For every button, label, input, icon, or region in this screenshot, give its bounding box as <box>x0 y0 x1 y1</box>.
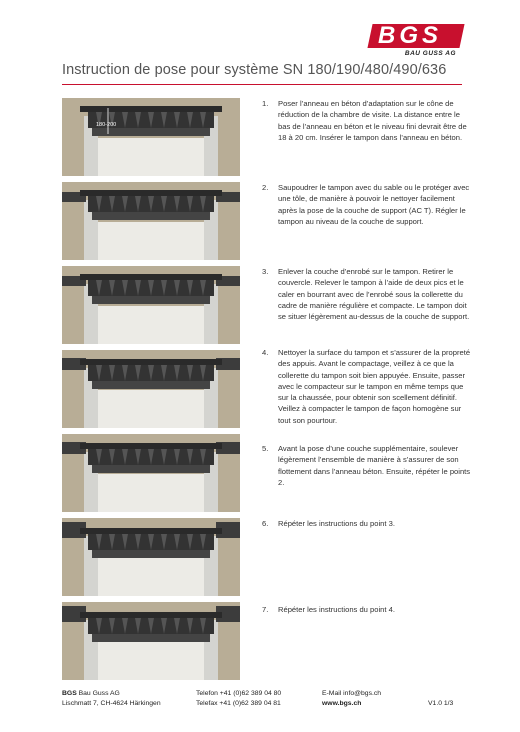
footer-version: V1.0 1/3 <box>428 700 454 707</box>
footer-company-abbr: BGS <box>62 690 77 697</box>
bgs-logo <box>362 24 462 58</box>
dimension-label: 180-200 <box>96 122 117 128</box>
frame-skirt <box>92 296 210 304</box>
page-title: Instruction de pose pour système SN 180/190/480/490/636 <box>62 62 447 78</box>
chamber-interior <box>98 390 204 428</box>
footer-contact <box>322 689 381 709</box>
footer-phone: Telefon +41 (0)62 389 04 80 <box>196 690 282 697</box>
step-text: Enlever la couche d’enrobé sur le tampon. Retirer le couvercle. Relever le tampon à l’aide de deux pics et le caler en bourrant avec de l’enrobé sous la collerette du cadre de manière régulière et compacte. Le tampon doit se situer légèrement au-dessus de la couche de support. <box>278 267 470 322</box>
chamber-interior <box>98 138 204 176</box>
footer-web-link[interactable]: www.bgs.ch <box>322 700 362 707</box>
title-rule <box>62 84 462 85</box>
step-number: 4. <box>262 348 269 357</box>
step-number: 6. <box>262 519 269 528</box>
frame-skirt <box>92 465 210 473</box>
frame-skirt <box>92 550 210 558</box>
footer-fax: Telefax +41 (0)62 389 04 81 <box>196 700 281 707</box>
footer-address: Lischmatt 7, CH-4624 Härkingen <box>62 700 161 707</box>
step-7 <box>262 604 472 615</box>
frame-skirt <box>92 212 210 220</box>
step-4 <box>262 347 472 426</box>
frame-top <box>80 190 222 196</box>
footer-company <box>62 689 161 709</box>
frame-skirt <box>92 128 210 136</box>
figure-step-3 <box>62 266 240 344</box>
step-text: Poser l’anneau en béton d’adaptation sur le cône de réduction de la chambre de visite. La distance entre le bas de l’anneau en béton et le niveau fini devrait être de 18 à 20 cm. Insérer le tampon dans l’anneau en béton. <box>278 99 467 142</box>
figure-step-1 <box>62 98 240 176</box>
step-number: 5. <box>262 444 269 453</box>
frame-top <box>80 274 222 280</box>
figure-step-2 <box>62 182 240 260</box>
frame-top <box>80 106 222 112</box>
footer-phones <box>196 689 281 709</box>
frame-top <box>80 443 222 449</box>
frame-top <box>80 612 222 618</box>
step-number: 3. <box>262 267 269 276</box>
chamber-interior <box>98 474 204 512</box>
chamber-interior <box>98 642 204 680</box>
figure-step-6 <box>62 518 240 596</box>
frame-top <box>80 528 222 534</box>
logo-text: BGS <box>377 22 442 49</box>
step-3 <box>262 266 472 322</box>
step-number: 7. <box>262 605 269 614</box>
step-text: Avant la pose d’une couche supplémentaire, soulever légèrement l’ensemble de manière à s’assurer de son flottement dans l’anneau béton. Ensuite, répéter le points 2. <box>278 444 471 487</box>
figure-step-4 <box>62 350 240 428</box>
step-2 <box>262 182 472 227</box>
chamber-interior <box>98 306 204 344</box>
frame-top <box>80 359 222 365</box>
step-text: Répéter les instructions du point 3. <box>278 519 395 528</box>
step-text: Saupoudrer le tampon avec du sable ou le protéger avec une tôle, de manière à pouvoir le nettoyer facilement après la pose de la couche de support (AC T). Régler le tampon au niveau de la couche de support. <box>278 183 470 226</box>
figure-step-5 <box>62 434 240 512</box>
step-5 <box>262 443 472 488</box>
logo-tagline: BAU GUSS AG <box>404 50 456 57</box>
chamber-interior <box>98 558 204 596</box>
step-number: 1. <box>262 99 269 108</box>
frame-skirt <box>92 381 210 389</box>
footer-email: E-Mail info@bgs.ch <box>322 690 382 697</box>
figure-step-7 <box>62 602 240 680</box>
step-text: Nettoyer la surface du tampon et s’assurer de la propreté des appuis. Avant le compactage, veillez à ce que la collerette du tampon soit bien appuyée. Ensuite, passer avec le compacteur sur le tampon en même temps que sur la chaussée, pour obtenir son scellement définitif. Veillez à compacter le tampon de façon homogène sur tout son pourtour. <box>278 348 471 425</box>
step-number: 2. <box>262 183 269 192</box>
step-text: Répéter les instructions du point 4. <box>278 605 395 614</box>
footer-company-name: Bau Guss AG <box>76 690 120 697</box>
frame-skirt <box>92 634 210 642</box>
step-1 <box>262 98 472 143</box>
chamber-interior <box>98 222 204 260</box>
step-6 <box>262 518 472 529</box>
